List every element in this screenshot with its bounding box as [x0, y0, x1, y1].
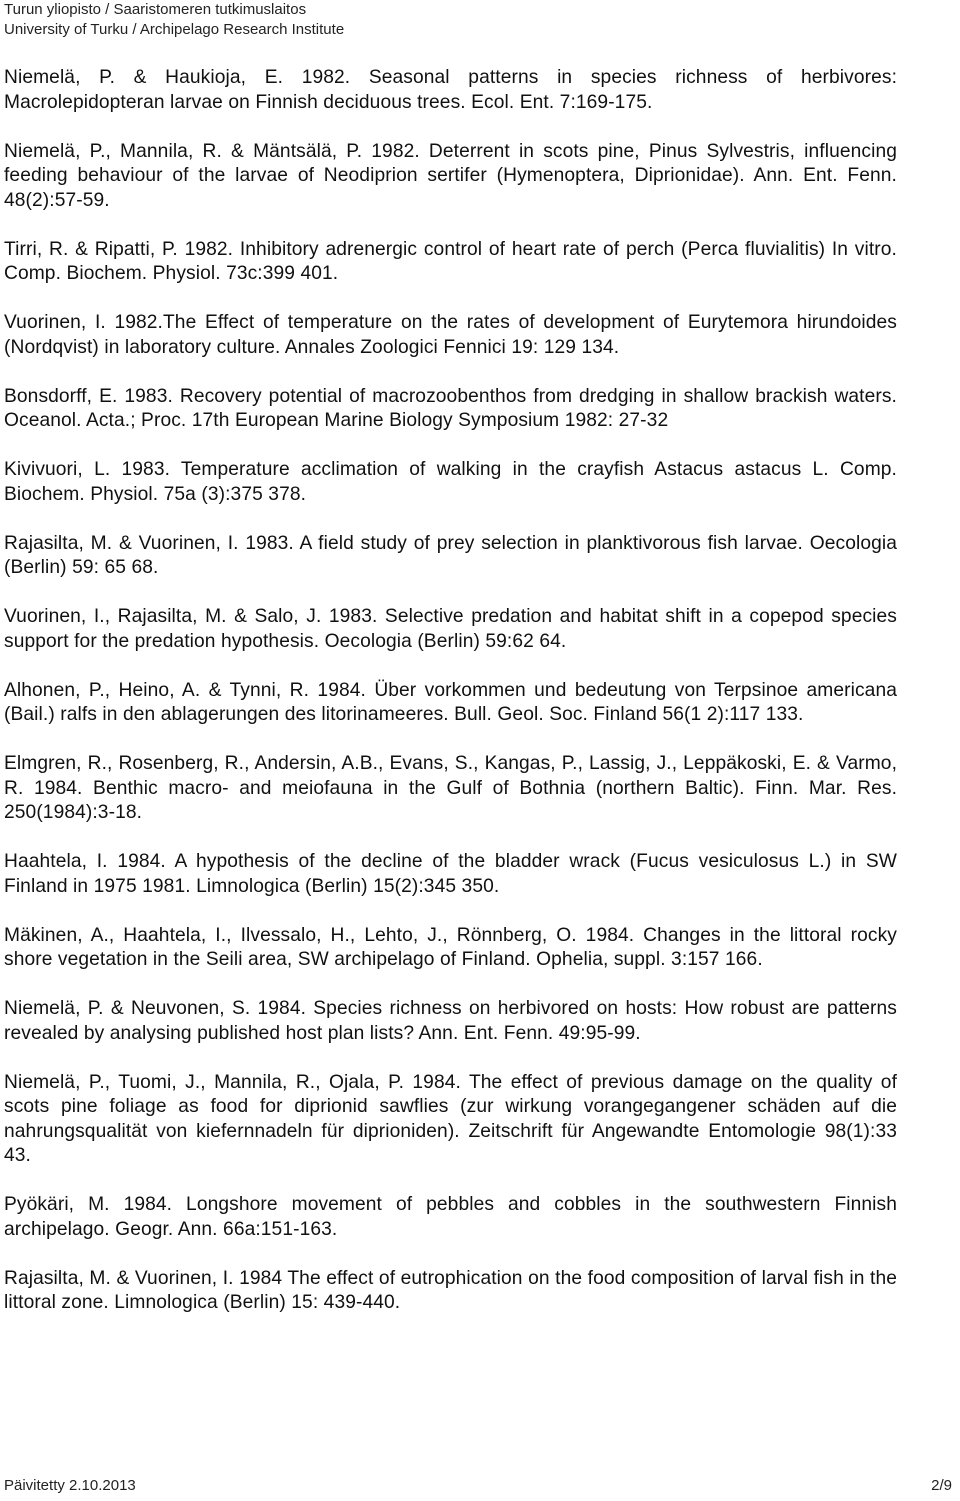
reference-item: Tirri, R. & Ripatti, P. 1982. Inhibitory adrenergic control of heart rate of perch (Perca fluvialitis) In vitro. Comp. Biochem. Physiol. 73c:399 401. — [4, 238, 897, 284]
reference-item: Vuorinen, I., Rajasilta, M. & Salo, J. 1983. Selective predation and habitat shift in a copepod species support for the predation hypothesis. Oecologia (Berlin) 59:62 64. — [4, 606, 897, 652]
header-institute-english: University of Turku / Archipelago Research Institute — [4, 21, 345, 38]
last-updated-date: Päivitetty 2.10.2013 — [4, 1477, 136, 1494]
header-institute-finnish: Turun yliopisto / Saaristomeren tutkimuslaitos — [4, 1, 307, 18]
reference-item: Kivivuori, L. 1983. Temperature acclimation of walking in the crayfish Astacus astacus L. Comp. Biochem. Physiol. 75a (3):375 378. — [4, 459, 897, 505]
reference-item: Niemelä, P., Tuomi, J., Mannila, R., Ojala, P. 1984. The effect of previous damage on the quality of scots pine foliage as food for diprionid sawflies (zur wirkung vorangegangener schäden auf die nahrungsqualität von kiefernnadeln für diprioniden). Zeitschrift für Angewandte Entomologie 98(1):33 43. — [4, 1071, 897, 1166]
reference-item: Alhonen, P., Heino, A. & Tynni, R. 1984. Über vorkommen und bedeutung von Terpsinoe americana (Bail.) ralfs in den ablagerungen des litorinameeres. Bull. Geol. Soc. Finland 56(1 2):117 133. — [4, 679, 897, 725]
reference-list — [4, 66, 897, 1340]
reference-item: Niemelä, P. & Neuvonen, S. 1984. Species richness on herbivored on hosts: How robust are patterns revealed by analysing published host plan lists? Ann. Ent. Fenn. 49:95-99. — [4, 998, 897, 1044]
reference-item: Niemelä, P., Mannila, R. & Mäntsälä, P. 1982. Deterrent in scots pine, Pinus Sylvestris, influencing feeding behaviour of the larvae of Neodiprion sertifer (Hymenoptera, Diprionidae). Ann. Ent. Fenn. 48(2):57-59. — [4, 140, 897, 211]
reference-item: Elmgren, R., Rosenberg, R., Andersin, A.B., Evans, S., Kangas, P., Lassig, J., Leppäkoski, E. & Varmo, R. 1984. Benthic macro- and meiofauna in the Gulf of Bothnia (northern Baltic). Finn. Mar. Res. 250(1984):3-18. — [4, 753, 897, 823]
reference-item: Rajasilta, M. & Vuorinen, I. 1984 The effect of eutrophication on the food composition of larval fish in the littoral zone. Limnologica (Berlin) 15: 439-440. — [4, 1267, 897, 1313]
reference-item: Rajasilta, M. & Vuorinen, I. 1983. A field study of prey selection in planktivorous fish larvae. Oecologia (Berlin) 59: 65 68. — [4, 532, 897, 578]
reference-item: Haahtela, I. 1984. A hypothesis of the decline of the bladder wrack (Fucus vesiculosus L.) in SW Finland in 1975 1981. Limnologica (Berlin) 15(2):345 350. — [4, 851, 897, 897]
reference-item: Bonsdorff, E. 1983. Recovery potential of macrozoobenthos from dredging in shallow brackish waters. Oceanol. Acta.; Proc. 17th European Marine Biology Symposium 1982: 27-32 — [4, 385, 897, 431]
reference-item: Niemelä, P. & Haukioja, E. 1982. Seasonal patterns in species richness of herbivores: Macrolepidopteran larvae on Finnish deciduous trees. Ecol. Ent. 7:169-175. — [4, 67, 897, 113]
page-header — [4, 0, 344, 40]
reference-item: Vuorinen, I. 1982.The Effect of temperature on the rates of development of Eurytemora hirundoides (Nordqvist) in laboratory culture. Annales Zoologici Fennici 19: 129 134. — [4, 312, 897, 358]
page-number: 2/9 — [931, 1477, 952, 1494]
reference-item: Mäkinen, A., Haahtela, I., Ilvessalo, H., Lehto, J., Rönnberg, O. 1984. Changes in the littoral rocky shore vegetation in the Seili area, SW archipelago of Finland. Ophelia, suppl. 3:157 166. — [4, 924, 897, 970]
reference-item: Pyökäri, M. 1984. Longshore movement of pebbles and cobbles in the southwestern Finnish archipelago. Geogr. Ann. 66a:151-163. — [4, 1194, 897, 1240]
